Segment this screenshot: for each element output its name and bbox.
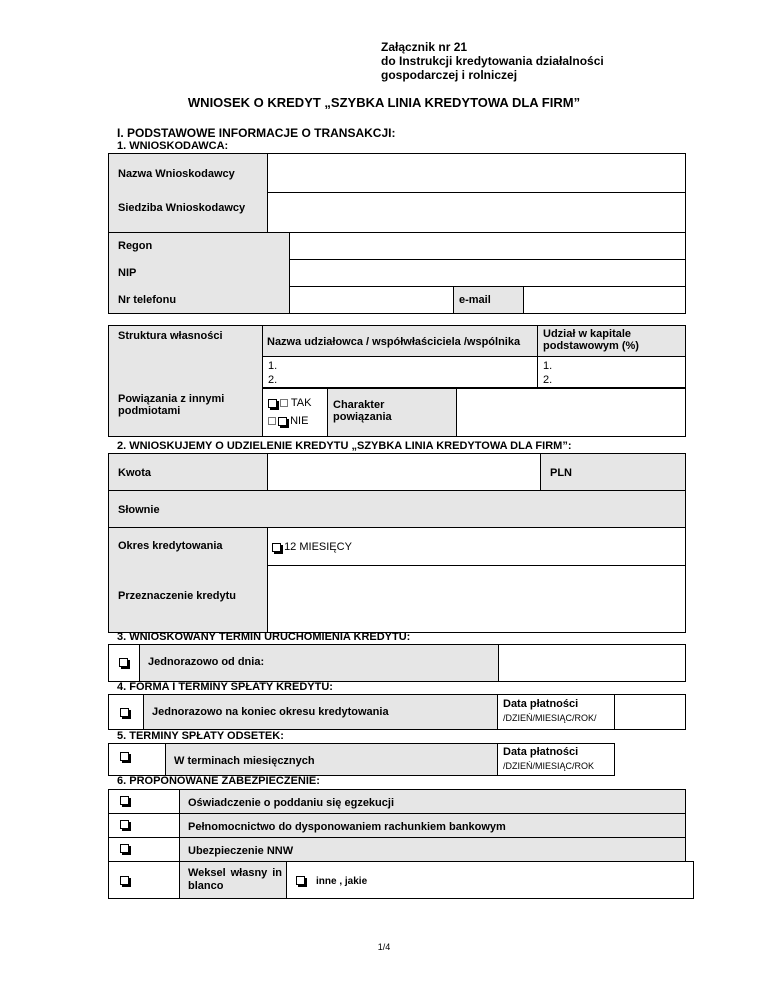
sec4-label: Weksel własny in blanco bbox=[188, 867, 282, 892]
annex-header bbox=[381, 40, 604, 82]
sec5-checkbox[interactable] bbox=[296, 876, 305, 885]
words-label: Słownie bbox=[118, 504, 160, 516]
interest-label: W terminach miesięcznych bbox=[174, 755, 315, 767]
sec2-label: Pełnomocnictwo do dysponowaniem rachunkiem bankowym bbox=[188, 821, 506, 833]
annex-line1: Załącznik nr 21 bbox=[381, 40, 468, 54]
sec1-label: Oświadczenie o poddaniu się egzekucji bbox=[188, 797, 394, 809]
sec1-option[interactable] bbox=[120, 794, 129, 806]
repay-label: Jednorazowo na koniec okresu kredytowania bbox=[152, 706, 389, 718]
sec4-checkbox-cell bbox=[108, 861, 180, 899]
repay-date-format: /DZIEŃ/MIESIĄC/ROK/ bbox=[503, 713, 597, 723]
interest-date-label: Data płatności bbox=[503, 746, 579, 758]
words-row bbox=[108, 490, 686, 528]
start-option[interactable] bbox=[119, 656, 128, 668]
sec3-label: Ubezpieczenie NNW bbox=[188, 845, 294, 857]
period-checkbox[interactable] bbox=[272, 543, 281, 552]
amount-input[interactable] bbox=[267, 453, 541, 491]
nature-label: Charakter powiązania bbox=[333, 399, 392, 423]
interest-date-format: /DZIEŃ/MIESIĄC/ROK bbox=[503, 761, 595, 771]
start-checkbox[interactable] bbox=[119, 658, 128, 667]
period-label: Okres kredytowania bbox=[118, 540, 223, 552]
section6-heading: 6. PROPONOWANE ZABEZPIECZENIE: bbox=[117, 775, 320, 787]
purpose-input[interactable] bbox=[267, 565, 686, 633]
section2-heading: 2. WNIOSKUJEMY O UDZIELENIE KREDYTU „SZYBKA LINIA KREDYTOWA DLA FIRM”: bbox=[117, 440, 572, 452]
section5-heading: 5. TERMINY SPŁATY ODSETEK: bbox=[117, 730, 284, 742]
sec5-label: inne , jakie bbox=[316, 876, 368, 887]
share-row1: 1. bbox=[543, 360, 553, 372]
no-checkbox[interactable] bbox=[278, 417, 287, 426]
interest-checkbox-cell bbox=[108, 743, 166, 776]
shareholder-row2: 2. bbox=[268, 374, 278, 386]
phone-input[interactable] bbox=[289, 286, 454, 314]
sec1-checkbox[interactable] bbox=[120, 796, 129, 805]
sec3-checkbox[interactable] bbox=[120, 844, 129, 853]
start-label: Jednorazowo od dnia: bbox=[148, 656, 265, 668]
no-label: NIE bbox=[290, 415, 309, 427]
purpose-label: Przeznaczenie kredytu bbox=[118, 590, 236, 602]
shareholder-row1: 1. bbox=[268, 360, 278, 372]
nip-label: NIP bbox=[118, 267, 137, 279]
section4-heading: 4. FORMA I TERMINY SPŁATY KREDYTU: bbox=[117, 681, 333, 693]
sec2-option[interactable] bbox=[120, 818, 129, 830]
share-row2: 2. bbox=[543, 374, 553, 386]
shareholder-header: Nazwa udziałowca / współwłaściciela /wspólnika bbox=[267, 336, 521, 348]
period-option[interactable] bbox=[272, 541, 352, 553]
shareholder-rows[interactable] bbox=[262, 356, 538, 388]
share-rows[interactable] bbox=[537, 356, 686, 388]
sec2-checkbox[interactable] bbox=[120, 820, 129, 829]
applicant-name-input[interactable] bbox=[267, 153, 686, 193]
email-input[interactable] bbox=[523, 286, 686, 314]
repay-option[interactable] bbox=[120, 706, 129, 718]
sec3-checkbox-cell bbox=[108, 837, 180, 862]
ownership-label: Struktura własności bbox=[118, 330, 223, 342]
form-title: WNIOSEK O KREDYT „SZYBKA LINIA KREDYTOWA DLA FIRM” bbox=[187, 95, 581, 110]
applicant-seat-label: Siedziba Wnioskodawcy bbox=[118, 202, 246, 214]
sec3-option[interactable] bbox=[120, 842, 129, 854]
sec4-checkbox[interactable] bbox=[120, 876, 129, 885]
yes-checkbox[interactable] bbox=[268, 399, 277, 408]
section1-heading: I. PODSTAWOWE INFORMACJE O TRANSAKCJI: bbox=[117, 126, 396, 140]
annex-line2: do Instrukcji kredytowania działalności bbox=[381, 54, 604, 68]
phone-label: Nr telefonu bbox=[118, 294, 177, 306]
annex-line3: gospodarczej i rolniczej bbox=[381, 68, 518, 82]
nature-input[interactable] bbox=[456, 388, 686, 437]
links-no-option[interactable] bbox=[268, 415, 308, 427]
share-header: Udział w kapitale podstawowym (%) bbox=[543, 328, 639, 352]
links-label: Powiązania z innymi podmiotami bbox=[118, 393, 225, 417]
sec1-checkbox-cell bbox=[108, 789, 180, 814]
regon-input[interactable] bbox=[289, 232, 686, 260]
regon-label: Regon bbox=[118, 240, 153, 252]
repay-checkbox[interactable] bbox=[120, 708, 129, 717]
sec2-checkbox-cell bbox=[108, 813, 180, 838]
yes-label: TAK bbox=[290, 397, 312, 409]
sec5-option[interactable] bbox=[296, 874, 305, 886]
applicant-subheading: 1. WNIOSKODAWCA: bbox=[117, 140, 229, 152]
email-label: e-mail bbox=[459, 294, 491, 306]
interest-option[interactable] bbox=[120, 750, 129, 762]
section3-heading: 3. WNIOSKOWANY TERMIN URUCHOMIENIA KREDYTU: bbox=[117, 631, 411, 643]
period-value: 12 MIESIĘCY bbox=[284, 541, 352, 553]
interest-checkbox[interactable] bbox=[120, 752, 129, 761]
nip-input[interactable] bbox=[289, 259, 686, 287]
amount-label: Kwota bbox=[118, 467, 151, 479]
start-date-input[interactable] bbox=[498, 644, 686, 682]
repay-date-label: Data płatności bbox=[503, 698, 579, 710]
links-options-cell bbox=[262, 388, 328, 437]
applicant-labels-cell bbox=[108, 153, 268, 233]
no-small-box-icon bbox=[268, 417, 276, 425]
page-number: 1/4 bbox=[377, 942, 391, 952]
sec4-option[interactable] bbox=[120, 874, 129, 886]
links-yes-option[interactable] bbox=[268, 397, 311, 409]
repay-date-input[interactable] bbox=[614, 694, 686, 730]
applicant-seat-input[interactable] bbox=[267, 192, 686, 233]
applicant-name-label: Nazwa Wnioskodawcy bbox=[118, 168, 235, 180]
currency-label: PLN bbox=[550, 467, 572, 479]
yes-small-box-icon bbox=[280, 399, 288, 407]
